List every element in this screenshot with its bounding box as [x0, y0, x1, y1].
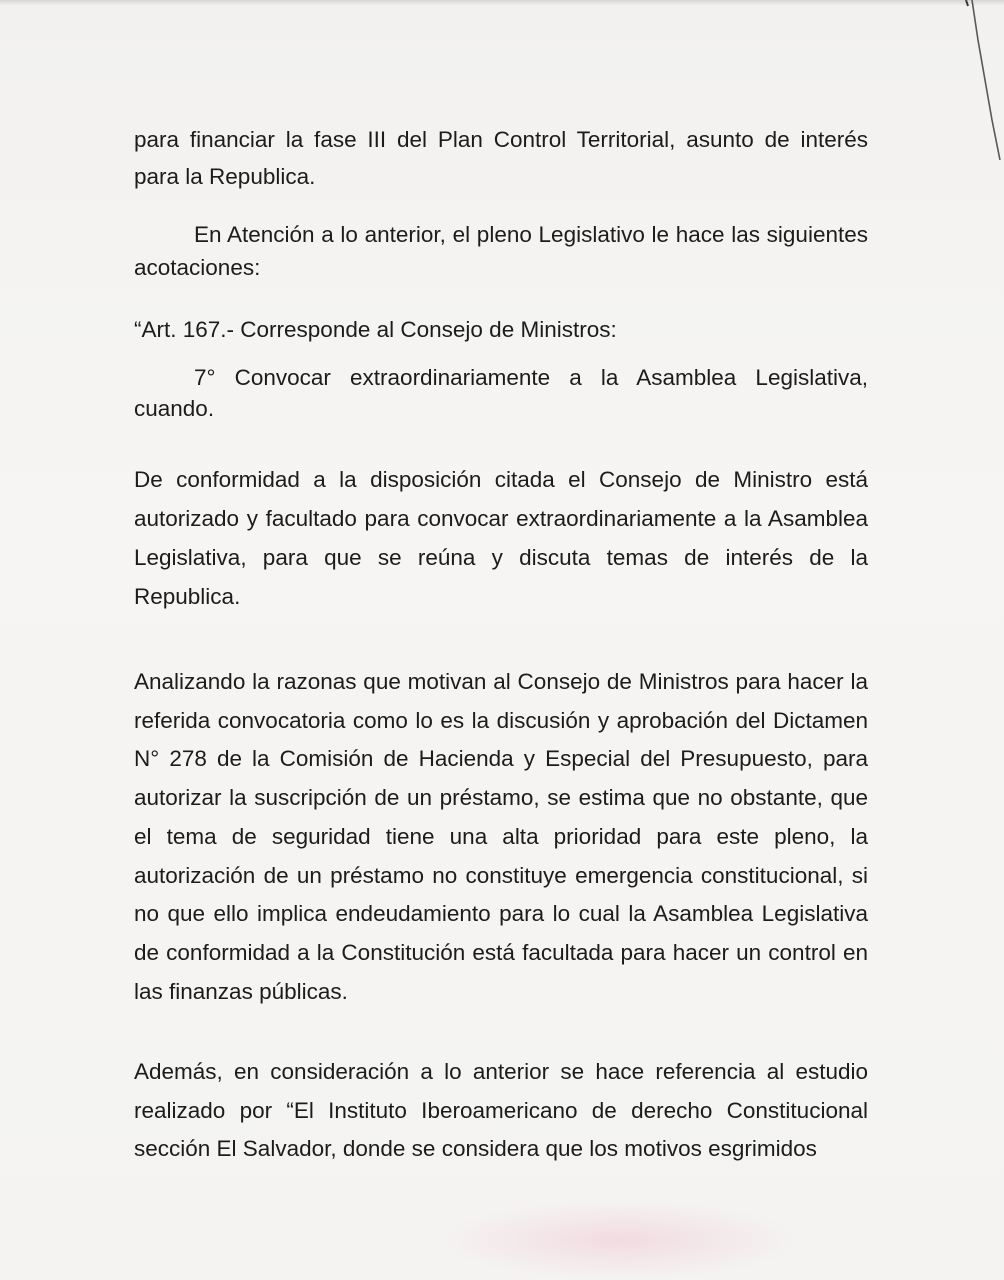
paragraph-additional-reference: Además, en consideración a lo anterior se hace referencia al estudio realizado por “El Instituto Iberoamericano de derecho Constitucional sección El Salvador, donde se considera que los motivos esgrimidos — [134, 1059, 868, 1161]
paragraph-attention: En Atención a lo anterior, el pleno Legislativo le hace las siguientes acotaciones: — [134, 222, 868, 280]
paragraph-conformity: De conformidad a la disposición citada el Consejo de Ministro está autorizado y facultado para convocar extraordinariamente a la Asamblea Legislativa, para que se reúna y discuta temas de interés de la Republica. — [134, 467, 868, 609]
paper-top-edge — [0, 0, 1004, 6]
paper-smudge — [440, 1200, 800, 1280]
paragraph-article-clause-7: 7° Convocar extraordinariamente a la Asamblea Legislativa, cuando. — [134, 365, 868, 421]
paragraph-continuation: para financiar la fase III del Plan Control Territorial, asunto de interés para la Republica. — [134, 127, 868, 189]
paper-fold-line — [964, 0, 1004, 160]
paragraph-article-167: “Art. 167.- Corresponde al Consejo de Ministros: — [134, 317, 617, 342]
paragraph-analysis: Analizando la razonas que motivan al Consejo de Ministros para hacer la referida convocatoria como lo es la discusión y aprobación del Dictamen N° 278 de la Comisión de Hacienda y Especial del Presupuesto, para autorizar la suscripción de un préstamo, se estima que no obstante, que el tema de seguridad tiene una alta prioridad para este pleno, la autorización de un préstamo no constituye emergencia constitucional, si no que ello implica endeudamiento para lo cual la Asamblea Legislativa de conformidad a la Constitución está facultada para hacer un control en las finanzas públicas. — [134, 669, 868, 1004]
